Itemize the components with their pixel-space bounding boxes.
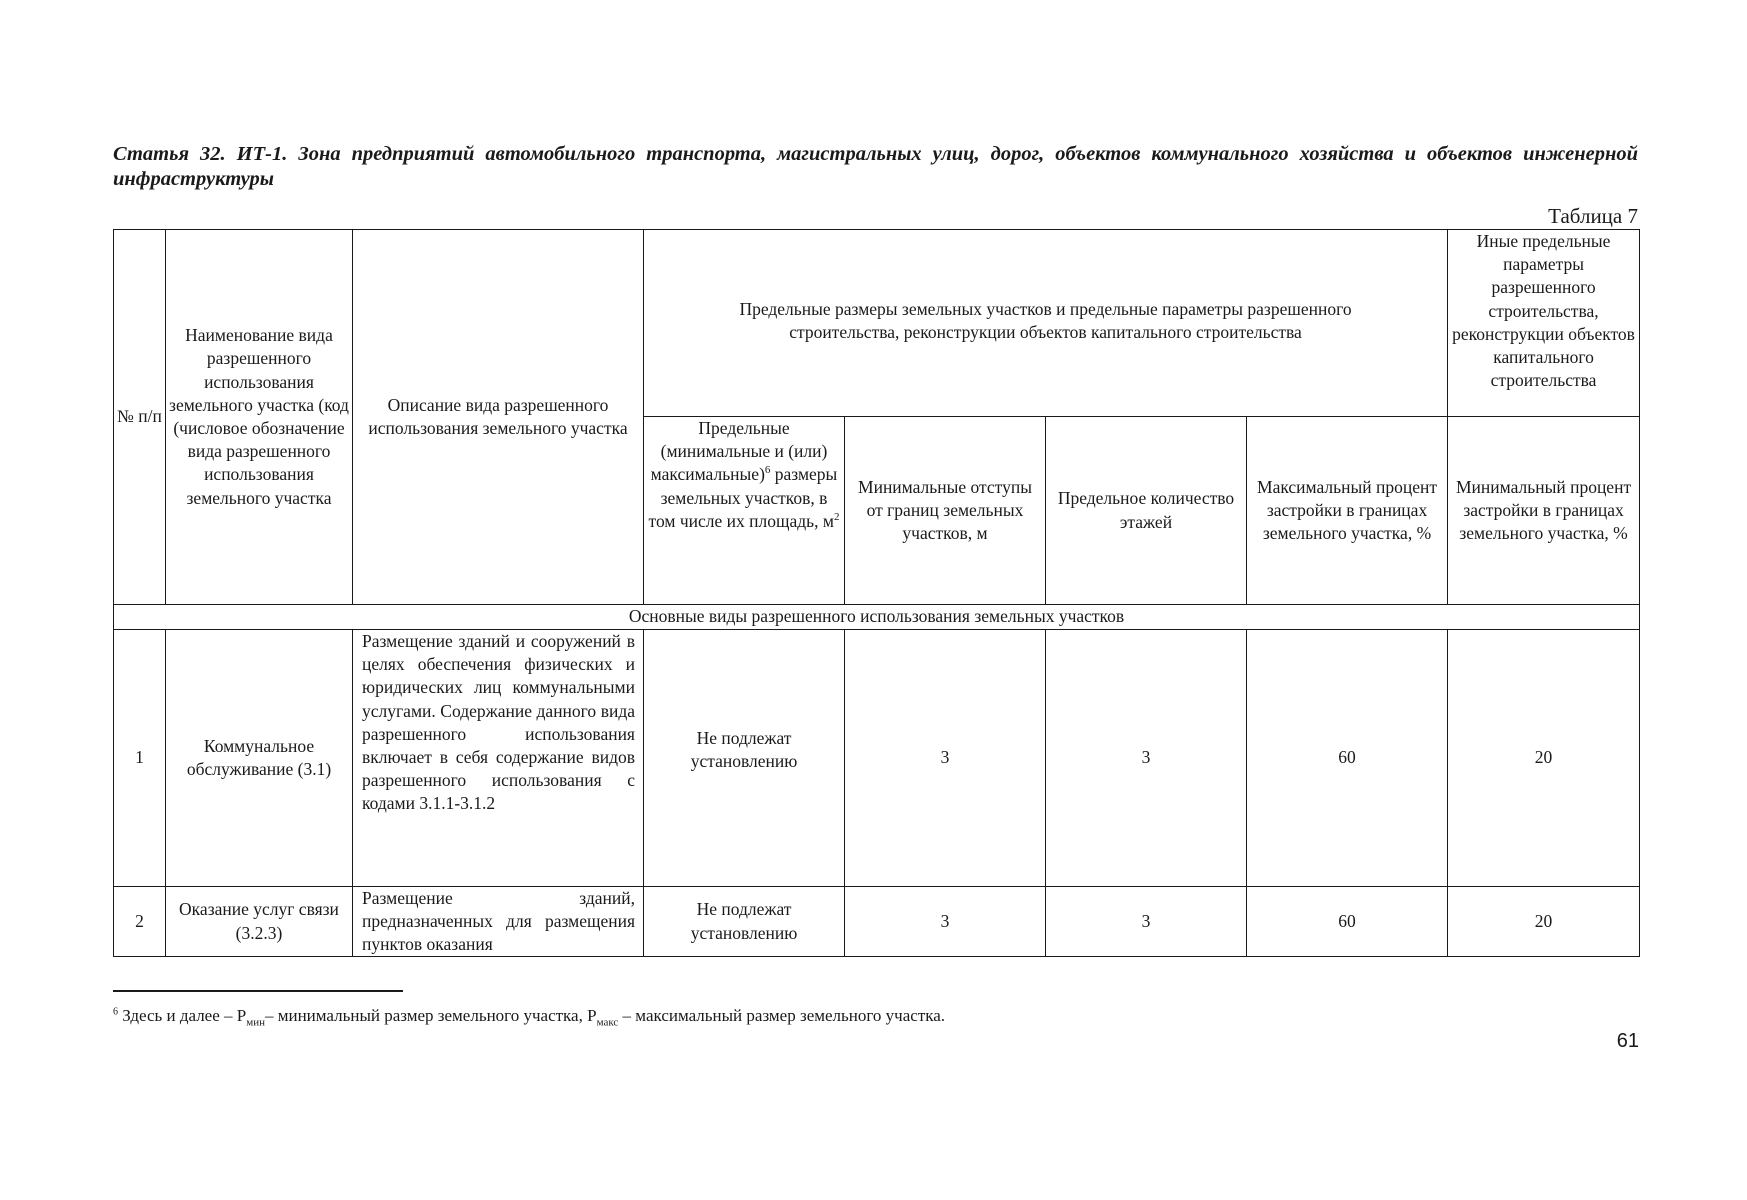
row-description: Размещение зданий и сооружений в целях обеспечения физических и юридических лиц коммунальными услугами. Содержание данного вида разрешенного использования включает в себя содержание видов разрешенного использования с кодами 3.1.1-3.1.2 [353, 630, 644, 887]
unit-exponent: 2 [833, 510, 840, 523]
footnote-text-2: – минимальный размер земельного участка, Р [264, 1006, 597, 1025]
header-other-params: Иные предельные параметры разрешенного строительства, реконструкции объектов капитального строительства [1448, 230, 1640, 417]
row-floors: 3 [1046, 887, 1247, 957]
row-description [353, 887, 644, 957]
row-max-coverage: 60 [1247, 630, 1448, 887]
header-setbacks: Минимальные отступы от границ земельных участков, м [845, 417, 1046, 605]
header-name: Наименование вида разрешенного использования земельного участка (код (числовое обозначение вида разрешенного использования земельного участка [166, 230, 353, 605]
header-num: № п/п [114, 230, 166, 605]
header-plot-size-post: размеры земельных участков, в том числе их площадь, м [648, 464, 838, 531]
table-caption: Таблица 7 [1548, 204, 1638, 228]
row-name: Оказание услуг связи (3.2.3) [166, 887, 353, 957]
page-number: 61 [1616, 1030, 1639, 1052]
header-max-coverage: Максимальный процент застройки в границах земельного участка, % [1247, 417, 1448, 605]
footnote-marker: 6 [113, 1006, 118, 1018]
row-setbacks: 3 [845, 887, 1046, 957]
header-min-coverage: Минимальный процент застройки в границах земельного участка, % [1448, 417, 1640, 605]
row-max-coverage: 60 [1247, 887, 1448, 957]
row-name: Коммунальное обслуживание (3.1) [166, 630, 353, 887]
header-description: Описание вида разрешенного использования земельного участка [353, 230, 644, 605]
table-row [114, 630, 1640, 887]
row-setbacks: 3 [845, 630, 1046, 887]
section-row [114, 605, 1640, 630]
header-row-1 [114, 230, 1640, 417]
row-plot-size: Не подлежат установлению [644, 630, 845, 887]
zone-parameters-table [113, 229, 1640, 957]
footnote-text-1: Здесь и далее – Р [118, 1006, 247, 1025]
row-description-text: Размещение зданий, предназначенных для размещения пунктов оказания [362, 888, 635, 955]
footnote [113, 1005, 945, 1033]
row-num: 1 [114, 630, 166, 887]
row-plot-size: Не подлежат установлению [644, 887, 845, 957]
row-floors: 3 [1046, 630, 1247, 887]
section-title: Основные виды разрешенного использования земельных участков [114, 605, 1640, 630]
footnote-sub-min: мин [246, 1016, 265, 1029]
footnote-text-3: – максимальный размер земельного участка. [618, 1006, 946, 1025]
header-plot-size [644, 417, 845, 605]
footnote-sub-max: макс [596, 1016, 619, 1029]
footnote-ref: 6 [764, 464, 771, 477]
row-num: 2 [114, 887, 166, 957]
header-limits-group: Предельные размеры земельных участков и предельные параметры разрешенного строительства, реконструкции объектов капитального строительства [644, 230, 1448, 417]
article-title: Статья 32. ИТ-1. Зона предприятий автомобильного транспорта, магистральных улиц, дорог, объектов коммунального хозяйства и объектов инженерной инфраструктуры [113, 143, 1638, 190]
row-min-coverage: 20 [1448, 887, 1640, 957]
header-plot-size-pre: Предельные (минимальные и (или) максимальные) [650, 418, 828, 485]
row-min-coverage: 20 [1448, 630, 1640, 887]
table-row [114, 887, 1640, 957]
footnote-divider [113, 990, 403, 992]
header-floors: Предельное количество этажей [1046, 417, 1247, 605]
